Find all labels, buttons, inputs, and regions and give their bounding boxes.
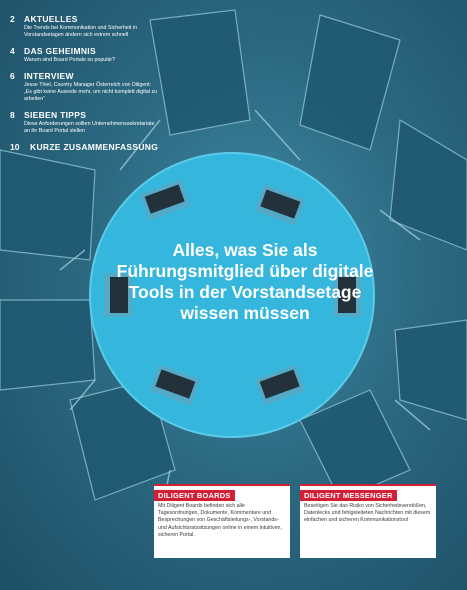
chair-top-right [300, 15, 400, 150]
card-text: Beseitigen Sie das Risiko von Sicherheitsverstößen, Datenlecks und fehlgeleiteten Nachrichten mit diesem einfachen und sicheren Kommunikationstool [304, 503, 431, 524]
toc-page-number: 6 [10, 71, 15, 81]
chair-left-lower [0, 300, 95, 390]
toc-heading: INTERVIEW [24, 71, 74, 81]
card-text: Mit Diligent Boards befinden sich alle Tagesordnungen, Dokumente, Kommentare und Besprechungen von Geschäftsleitungs-, Vorstands- und Aufsichtsratssitzungen online in einem intuitiven, sicheren Portal. [158, 503, 282, 538]
toc-heading: AKTUELLES [24, 14, 78, 24]
card-diligent-boards[interactable] [154, 484, 290, 558]
toc-item-zusammenfassung[interactable] [10, 142, 160, 152]
toc-description: Die Trends bei Kommunikation und Sicherheit in Vorstandsetagen ändern sich extrem schnell [24, 25, 138, 38]
chair-right-lower [395, 320, 467, 420]
toc-heading: SIEBEN TIPPS [24, 110, 87, 120]
card-title: DILIGENT MESSENGER [300, 490, 397, 501]
chair-right-upper [390, 120, 467, 250]
chair-left-upper [0, 150, 95, 260]
table-of-contents [10, 14, 160, 159]
toc-item-sieben-tipps[interactable] [10, 110, 160, 135]
toc-description: Diese Anforderungen sollten Unternehmenssekretariate an ihr Board Portal stellen [24, 121, 155, 134]
toc-page-number: 2 [10, 14, 15, 24]
toc-page-number: 4 [10, 46, 15, 56]
card-diligent-messenger[interactable] [300, 484, 436, 558]
toc-heading: KURZE ZUSAMMENFASSUNG [30, 142, 159, 152]
toc-page-number: 10 [10, 142, 20, 152]
toc-page-number: 8 [10, 110, 15, 120]
card-title: DILIGENT BOARDS [154, 490, 235, 501]
toc-description: Jesse Thiel, Country Manager Österreich von Diligent: „Es gibt keine Ausrede mehr, um nicht komplett digital zu arbeiten“ [24, 82, 158, 102]
toc-item-geheimnis[interactable] [10, 46, 160, 64]
toc-description: Warum sind Board Portale so populär? [24, 57, 116, 63]
toc-item-aktuelles[interactable] [10, 14, 160, 39]
cover-headline: Alles, was Sie als Führungsmitglied über digitale Tools in der Vorstandsetage wissen müssen [116, 240, 374, 323]
toc-heading: DAS GEHEIMNIS [24, 46, 96, 56]
chair-top-left [150, 10, 250, 135]
toc-item-interview[interactable] [10, 71, 160, 103]
